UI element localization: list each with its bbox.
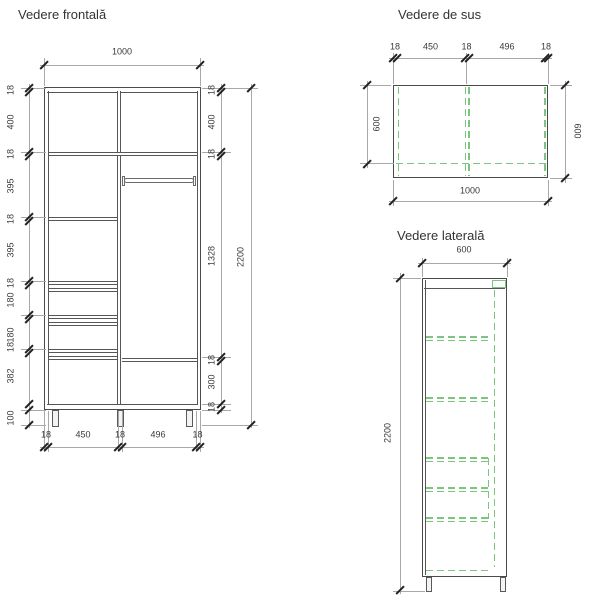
- side-hidden-shelf-line: [426, 521, 491, 523]
- front-shelf-line: [49, 315, 117, 319]
- top-view-title: Vedere de sus: [398, 7, 482, 22]
- side-leg: [426, 577, 432, 592]
- dim-label-width: 1000: [111, 46, 133, 57]
- extension-line: [393, 180, 394, 206]
- dim-label: 1328: [206, 245, 217, 267]
- extension-line: [21, 425, 46, 426]
- dim-label: 18: [461, 41, 472, 52]
- front-leg: [52, 410, 59, 427]
- dim-label: 18: [114, 429, 126, 440]
- dim-label-depth: 600: [371, 116, 382, 132]
- dim-line: [418, 263, 511, 264]
- dim-line: [40, 65, 204, 66]
- dim-label: 100: [5, 409, 16, 426]
- side-leg: [500, 577, 506, 592]
- side-hidden-shelf-line: [426, 487, 491, 489]
- side-hidden-shelf-line: [426, 340, 491, 342]
- front-cabinet-outline: [44, 87, 201, 410]
- dim-label: 18: [5, 148, 16, 159]
- extension-line: [21, 410, 46, 411]
- dim-label: 18: [5, 341, 16, 353]
- dim-line: [389, 201, 552, 202]
- dim-label-height: 2200: [382, 422, 393, 444]
- front-drawer-edge-line: [49, 356, 117, 360]
- dim-label: 450: [75, 429, 91, 440]
- front-view-title: Vedere frontală: [18, 7, 107, 22]
- dim-chain-line: [367, 81, 368, 168]
- dim-label-depth: 600: [572, 123, 583, 139]
- front-hanging-rod: [124, 178, 194, 183]
- dim-label-depth: 600: [456, 244, 472, 255]
- side-hidden-back-panel-line: [494, 290, 496, 567]
- front-shelf-line: [49, 281, 117, 285]
- extension-line: [548, 180, 549, 206]
- dim-label: 18: [206, 148, 217, 159]
- dim-label: 180: [5, 292, 16, 308]
- front-center-divider: [117, 91, 121, 404]
- dim-label: 18: [5, 84, 16, 96]
- dim-label: 18: [206, 354, 217, 366]
- dim-label: 395: [5, 242, 16, 258]
- dim-chain-line: [251, 84, 252, 428]
- dim-label: 18: [5, 213, 16, 224]
- dim-label: 18: [540, 41, 552, 52]
- dim-label: 18: [192, 429, 203, 440]
- front-rod-end-cap: [122, 176, 125, 186]
- dim-chain-line: [400, 273, 401, 594]
- dim-label: 18: [40, 429, 52, 440]
- dim-chain-line: [565, 81, 566, 183]
- front-top-panel-line: [47, 92, 198, 93]
- dim-label-overall-height: 2200: [235, 246, 246, 268]
- front-shelf-line: [49, 349, 117, 353]
- front-right-wall-line: [197, 91, 198, 404]
- side-hidden-bottom-line: [426, 570, 492, 572]
- top-hidden-back-line: [396, 163, 546, 165]
- dim-label: 18: [206, 401, 217, 413]
- dim-label: 400: [5, 113, 16, 130]
- side-hidden-shelf-line: [426, 397, 491, 399]
- side-hidden-shelf-line: [426, 401, 491, 403]
- dim-label: 18: [5, 277, 16, 288]
- dim-label: 496: [499, 41, 515, 52]
- dim-label-width: 1000: [459, 185, 481, 196]
- dim-chain-line: [221, 84, 222, 413]
- front-rod-end-cap: [193, 176, 196, 186]
- front-right-shelf-line: [122, 358, 197, 362]
- front-drawer-edge-line: [49, 288, 117, 292]
- side-hidden-shelf-line: [426, 336, 491, 338]
- dim-line: [389, 58, 552, 59]
- dim-label: 180: [5, 327, 16, 343]
- dim-label: 450: [422, 41, 439, 52]
- front-leg: [186, 410, 193, 427]
- dim-label: 18: [206, 84, 217, 95]
- side-hidden-drawer-front-line: [488, 458, 490, 519]
- side-view-title: Vedere laterală: [397, 228, 485, 243]
- dim-label: 382: [5, 368, 16, 384]
- dim-chain-line: [29, 84, 30, 428]
- front-shelf-line: [49, 217, 117, 221]
- front-shelf-line: [49, 152, 197, 156]
- dim-label: 300: [206, 374, 217, 390]
- dim-label: 18: [389, 41, 401, 52]
- front-drawer-edge-line: [49, 322, 117, 326]
- side-hidden-back-panel-top: [492, 280, 506, 288]
- side-hidden-shelf-line: [426, 457, 491, 459]
- side-front-wall-line: [425, 280, 426, 575]
- side-hidden-shelf-line: [426, 517, 491, 519]
- dim-label: 496: [150, 429, 166, 440]
- side-hidden-shelf-line: [426, 491, 491, 493]
- dim-label: 395: [5, 178, 16, 194]
- front-bottom-panel-line: [47, 404, 198, 405]
- dim-label: 400: [206, 113, 217, 130]
- side-hidden-shelf-line: [426, 461, 491, 463]
